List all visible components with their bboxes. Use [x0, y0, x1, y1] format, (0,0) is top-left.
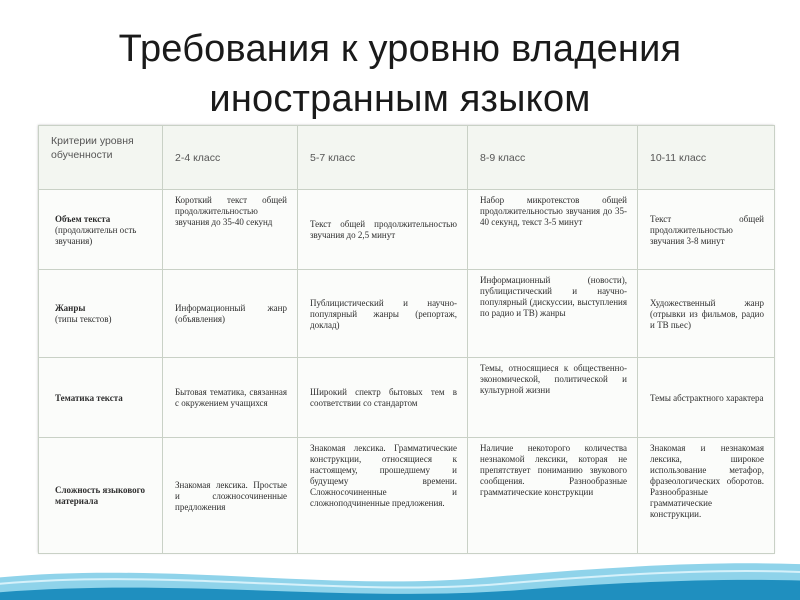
- table-cell: Широкий спектр бытовых тем в соответствии со стандартом: [298, 358, 468, 438]
- table-row: [39, 358, 775, 438]
- header-grade-8-9: 8-9 класс: [468, 126, 638, 190]
- requirements-table-image: [38, 125, 774, 553]
- row-criterion-volume: [39, 190, 163, 270]
- table-cell: Наличие некоторого количества незнакомой лексики, которая не препятствует пониманию звукового сообщения. Разнообразные грамматические конструкции: [468, 438, 638, 554]
- criterion-label: Сложность языкового материала: [55, 485, 145, 506]
- slide-title: [0, 24, 800, 124]
- table-row: [39, 190, 775, 270]
- criterion-sublabel: (типы текстов): [55, 314, 112, 324]
- table-cell: Знакомая лексика. Простые и сложносочиненные предложения: [163, 438, 298, 554]
- table-cell: Набор микротекстов общей продолжительностью звучания до 35-40 секунд, текст 3-5 минут: [468, 190, 638, 270]
- table-cell: Текст общей продолжительностью звучания 3-8 минут: [638, 190, 775, 270]
- criterion-label: Тематика текста: [55, 392, 123, 403]
- table-cell: Художественный жанр (отрывки из фильмов, радио и ТВ пьес): [638, 270, 775, 358]
- table-cell: Информационный жанр (объявления): [163, 270, 298, 358]
- slide-title-line-1: Требования к уровню владения: [118, 28, 682, 70]
- slide-title-line-2: иностранным языком: [209, 78, 591, 120]
- table-cell: Публицистический и научно-популярный жанры (репортаж, доклад): [298, 270, 468, 358]
- table-row: [39, 438, 775, 554]
- table-cell: Короткий текст общей продолжительностью звучания до 35-40 секунд: [163, 190, 298, 270]
- decorative-wave-band: [0, 552, 800, 600]
- row-criterion-genres: [39, 270, 163, 358]
- criterion-sublabel: (продолжительн ость звучания): [55, 224, 137, 246]
- table-cell: Знакомая лексика. Грамматические конструкции, относящиеся к настоящему, прошедшему и будущему времени. Сложносочиненные и сложноподчиненные предложения.: [298, 438, 468, 554]
- header-grade-2-4: 2-4 класс: [163, 126, 298, 190]
- header-criteria: Критерии уровня обученности: [39, 126, 163, 190]
- table-cell: Бытовая тематика, связанная с окружением учащихся: [163, 358, 298, 438]
- table-cell: Темы абстрактного характера: [638, 358, 775, 438]
- table-cell: Информационный (новости), публицистический и научно-популярный (дискуссии, выступления по радио и ТВ) жанры: [468, 270, 638, 358]
- table-row: [39, 270, 775, 358]
- header-grade-10-11: 10-11 класс: [638, 126, 775, 190]
- requirements-table: [38, 125, 775, 554]
- table-header-row: [39, 126, 775, 190]
- table-cell: Знакомая и незнакомая лексика, широкое использование метафор, фразеологических оборотов. Разнообразные грамматические конструкции.: [638, 438, 775, 554]
- criterion-label: Объем текста: [55, 213, 111, 224]
- table-cell: Текст общей продолжительностью звучания до 2,5 минут: [298, 190, 468, 270]
- row-criterion-topics: [39, 358, 163, 438]
- criterion-label: Жанры: [55, 303, 86, 313]
- header-grade-5-7: 5-7 класс: [298, 126, 468, 190]
- row-criterion-complexity: [39, 438, 163, 554]
- table-cell: Темы, относящиеся к общественно-экономической, политической и культурной жизни: [468, 358, 638, 438]
